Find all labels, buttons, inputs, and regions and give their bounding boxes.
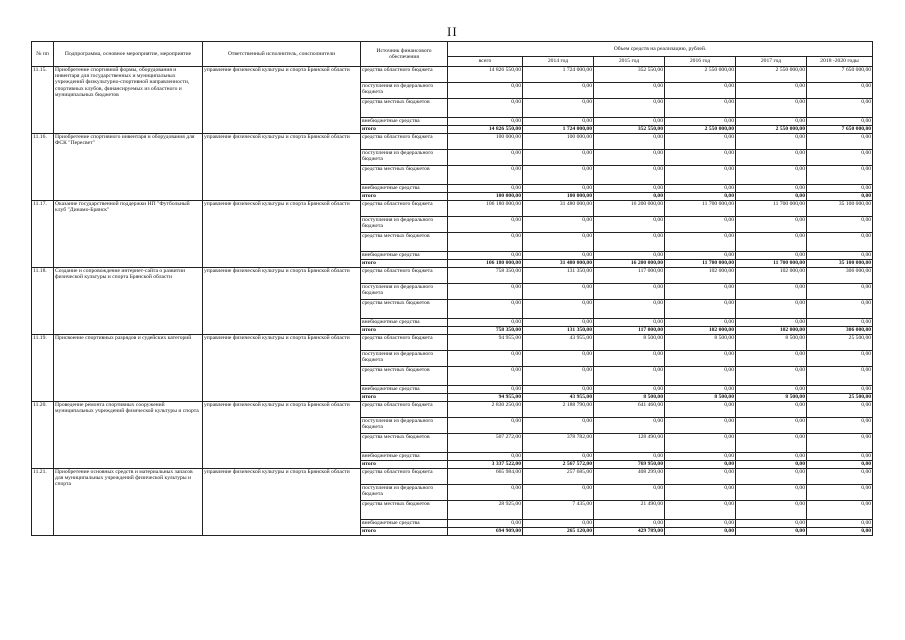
- amount-cell: 0,00: [594, 83, 665, 99]
- amount-cell: 665 984,00: [448, 469, 523, 485]
- funding-source: внебюджетные средства: [361, 453, 448, 461]
- amount-cell: 0,00: [523, 150, 594, 166]
- amount-cell: 8 500,00: [594, 394, 665, 402]
- executor: управление физической культуры и спорта Брянской области: [203, 201, 361, 268]
- amount-cell: 0,00: [807, 150, 873, 166]
- amount-cell: 408 299,00: [594, 469, 665, 485]
- amount-cell: 0,00: [448, 520, 523, 528]
- funding-source: средства областного бюджета: [361, 268, 448, 284]
- amount-cell: 8 500,00: [736, 394, 807, 402]
- funding-source: средства областного бюджета: [361, 134, 448, 150]
- amount-cell: 1 724 000,00: [523, 126, 594, 134]
- amount-cell: 102 000,00: [665, 327, 736, 335]
- amount-cell: 0,00: [807, 83, 873, 99]
- funding-source: поступления из федерального бюджета: [361, 418, 448, 434]
- amount-cell: 94 955,00: [448, 394, 523, 402]
- row-number: 11.20.: [32, 402, 54, 469]
- amount-cell: 0,00: [448, 418, 523, 434]
- header-year-2015: 2015 год: [594, 57, 665, 67]
- amount-cell: 0,00: [736, 99, 807, 118]
- measure-name: Создание и сопровождение интернет-сайта о развитии физической культуры и спорта Брянской области: [54, 268, 203, 335]
- funding-source: внебюджетные средства: [361, 386, 448, 394]
- amount-cell: 0,00: [523, 166, 594, 185]
- amount-cell: 0,00: [807, 134, 873, 150]
- amount-cell: 0,00: [523, 520, 594, 528]
- amount-cell: 0,00: [594, 217, 665, 233]
- row-number: 11.18.: [32, 268, 54, 335]
- funding-source: поступления из федерального бюджета: [361, 485, 448, 501]
- amount-cell: 0,00: [665, 193, 736, 201]
- header-year-2016: 2016 год: [665, 57, 736, 67]
- amount-cell: 0,00: [665, 402, 736, 418]
- amount-cell: 0,00: [665, 528, 736, 536]
- funding-source: средства областного бюджета: [361, 335, 448, 351]
- funding-source: итого: [361, 461, 448, 469]
- amount-cell: 0,00: [594, 418, 665, 434]
- amount-cell: 0,00: [807, 367, 873, 386]
- funding-source: внебюджетные средства: [361, 520, 448, 528]
- amount-cell: 0,00: [665, 166, 736, 185]
- measure-name: Приобретение основных средств и материальных запасов для муниципальных учреждений физической культуры и спорта: [54, 469, 203, 536]
- amount-cell: 7 435,00: [523, 501, 594, 520]
- amount-cell: 131 350,00: [523, 268, 594, 284]
- amount-cell: 0,00: [736, 351, 807, 367]
- executor: управление физической культуры и спорта Брянской области: [203, 335, 361, 402]
- header-source: Источник финансового обеспечения: [361, 42, 448, 67]
- funding-source: итого: [361, 327, 448, 335]
- amount-cell: 16 200 000,00: [594, 201, 665, 217]
- amount-cell: 100 000,00: [448, 134, 523, 150]
- table-row: [32, 67, 873, 83]
- executor: управление физической культуры и спорта Брянской области: [203, 134, 361, 201]
- amount-cell: 0,00: [594, 453, 665, 461]
- amount-cell: 0,00: [594, 300, 665, 319]
- funding-source: поступления из федерального бюджета: [361, 284, 448, 300]
- amount-cell: 0,00: [807, 501, 873, 520]
- amount-cell: 0,00: [665, 367, 736, 386]
- amount-cell: 0,00: [523, 233, 594, 252]
- amount-cell: 0,00: [807, 386, 873, 394]
- amount-cell: 100 000,00: [523, 134, 594, 150]
- amount-cell: 507 272,00: [448, 434, 523, 453]
- amount-cell: 0,00: [736, 453, 807, 461]
- amount-cell: 14 826 550,00: [448, 67, 523, 83]
- amount-cell: 352 550,00: [594, 67, 665, 83]
- amount-cell: 0,00: [523, 485, 594, 501]
- amount-cell: 0,00: [665, 485, 736, 501]
- amount-cell: 0,00: [736, 469, 807, 485]
- amount-cell: 352 550,00: [594, 126, 665, 134]
- amount-cell: 0,00: [807, 469, 873, 485]
- amount-cell: 0,00: [736, 118, 807, 126]
- amount-cell: 11 700 000,00: [736, 201, 807, 217]
- amount-cell: 43 955,00: [523, 394, 594, 402]
- amount-cell: 0,00: [736, 150, 807, 166]
- amount-cell: 0,00: [594, 150, 665, 166]
- amount-cell: 0,00: [448, 233, 523, 252]
- table-row: [32, 335, 873, 351]
- amount-cell: 0,00: [807, 351, 873, 367]
- measure-name: Оказание государственной поддержки НП "Футбольный клуб "Динамо-Брянск": [54, 201, 203, 268]
- amount-cell: 2 550 000,00: [665, 67, 736, 83]
- amount-cell: 0,00: [594, 193, 665, 201]
- amount-cell: 0,00: [736, 217, 807, 233]
- header-year-2014: 2014 год: [523, 57, 594, 67]
- amount-cell: 0,00: [665, 453, 736, 461]
- amount-cell: 2 550 000,00: [736, 67, 807, 83]
- header-year-total: всего: [448, 57, 523, 67]
- amount-cell: 0,00: [736, 461, 807, 469]
- amount-cell: 0,00: [665, 418, 736, 434]
- header-program: Подпрограмма, основное мероприятие, мероприятие: [54, 42, 203, 67]
- amount-cell: 0,00: [594, 367, 665, 386]
- amount-cell: 257 685,00: [523, 469, 594, 485]
- amount-cell: 0,00: [594, 185, 665, 193]
- page-number: II: [447, 24, 458, 39]
- funding-source: внебюджетные средства: [361, 319, 448, 327]
- amount-cell: 758 350,00: [448, 327, 523, 335]
- amount-cell: 0,00: [448, 300, 523, 319]
- amount-cell: 0,00: [448, 453, 523, 461]
- amount-cell: 1 724 000,00: [523, 67, 594, 83]
- funding-source: средства областного бюджета: [361, 201, 448, 217]
- amount-cell: 0,00: [736, 185, 807, 193]
- amount-cell: 102 000,00: [736, 327, 807, 335]
- table-body: [32, 67, 873, 536]
- funding-source: внебюджетные средства: [361, 185, 448, 193]
- amount-cell: 0,00: [665, 284, 736, 300]
- amount-cell: 0,00: [594, 134, 665, 150]
- amount-cell: 0,00: [665, 501, 736, 520]
- amount-cell: 117 000,00: [594, 268, 665, 284]
- amount-cell: 0,00: [807, 193, 873, 201]
- amount-cell: 7 650 000,00: [807, 67, 873, 83]
- amount-cell: 0,00: [807, 118, 873, 126]
- amount-cell: 0,00: [448, 284, 523, 300]
- funding-source: итого: [361, 193, 448, 201]
- amount-cell: 0,00: [807, 185, 873, 193]
- amount-cell: 0,00: [448, 351, 523, 367]
- amount-cell: 16 200 000,00: [594, 260, 665, 268]
- amount-cell: 0,00: [665, 99, 736, 118]
- funding-source: внебюджетные средства: [361, 252, 448, 260]
- amount-cell: 0,00: [448, 319, 523, 327]
- amount-cell: 0,00: [665, 185, 736, 193]
- amount-cell: 0,00: [736, 233, 807, 252]
- amount-cell: 8 500,00: [594, 335, 665, 351]
- table-row: [32, 402, 873, 418]
- amount-cell: 0,00: [736, 386, 807, 394]
- amount-cell: 94 955,00: [448, 335, 523, 351]
- amount-cell: 0,00: [736, 252, 807, 260]
- amount-cell: 106 180 000,00: [448, 201, 523, 217]
- amount-cell: 2 550 000,00: [665, 126, 736, 134]
- amount-cell: 0,00: [523, 217, 594, 233]
- amount-cell: 0,00: [665, 319, 736, 327]
- amount-cell: 0,00: [736, 501, 807, 520]
- funding-source: средства местных бюджетов: [361, 434, 448, 453]
- budget-table: [31, 41, 873, 536]
- funding-source: поступления из федерального бюджета: [361, 83, 448, 99]
- header-year-2018-2020: 2018 -2020 годы: [807, 57, 873, 67]
- amount-cell: 0,00: [448, 83, 523, 99]
- amount-cell: 0,00: [736, 367, 807, 386]
- amount-cell: 0,00: [523, 118, 594, 126]
- amount-cell: 128 490,00: [594, 434, 665, 453]
- amount-cell: 0,00: [523, 83, 594, 99]
- amount-cell: 14 826 550,00: [448, 126, 523, 134]
- amount-cell: 0,00: [523, 367, 594, 386]
- amount-cell: 0,00: [665, 386, 736, 394]
- amount-cell: 0,00: [523, 284, 594, 300]
- amount-cell: 0,00: [736, 300, 807, 319]
- measure-name: Приобретение спортивной формы, оборудования и инвентаря для государственных и муниципальных учреждений физкультурно-спортивной направленности, спортивных клубов, финансируемых из областного и муниципальных бюджетов: [54, 67, 203, 134]
- funding-source: внебюджетные средства: [361, 118, 448, 126]
- header-num: № пп: [32, 42, 54, 67]
- row-number: 11.16.: [32, 134, 54, 201]
- table-row: [32, 469, 873, 485]
- amount-cell: 0,00: [665, 134, 736, 150]
- amount-cell: 0,00: [448, 485, 523, 501]
- amount-cell: 8 500,00: [665, 394, 736, 402]
- amount-cell: 0,00: [594, 233, 665, 252]
- amount-cell: 0,00: [665, 434, 736, 453]
- amount-cell: 0,00: [736, 166, 807, 185]
- measure-name: Присвоение спортивных разрядов и судейских категорий: [54, 335, 203, 402]
- table-row: [32, 134, 873, 150]
- amount-cell: 35 100 000,00: [807, 260, 873, 268]
- amount-cell: 0,00: [523, 453, 594, 461]
- amount-cell: 0,00: [594, 485, 665, 501]
- amount-cell: 43 955,00: [523, 335, 594, 351]
- amount-cell: 0,00: [594, 166, 665, 185]
- amount-cell: 0,00: [594, 520, 665, 528]
- funding-source: средства местных бюджетов: [361, 501, 448, 520]
- amount-cell: 0,00: [665, 461, 736, 469]
- amount-cell: 35 100 000,00: [807, 201, 873, 217]
- amount-cell: 2 830 250,00: [448, 402, 523, 418]
- amount-cell: 0,00: [665, 351, 736, 367]
- amount-cell: 0,00: [523, 386, 594, 394]
- amount-cell: 0,00: [807, 300, 873, 319]
- amount-cell: 0,00: [448, 252, 523, 260]
- funding-source: средства местных бюджетов: [361, 300, 448, 319]
- amount-cell: 0,00: [807, 520, 873, 528]
- amount-cell: 8 500,00: [736, 335, 807, 351]
- funding-source: поступления из федерального бюджета: [361, 150, 448, 166]
- amount-cell: 25 500,00: [807, 335, 873, 351]
- amount-cell: 0,00: [523, 252, 594, 260]
- amount-cell: 758 350,00: [448, 268, 523, 284]
- amount-cell: 2 567 572,00: [523, 461, 594, 469]
- amount-cell: 0,00: [448, 386, 523, 394]
- amount-cell: 0,00: [807, 434, 873, 453]
- amount-cell: 0,00: [807, 402, 873, 418]
- executor: управление физической культуры и спорта Брянской области: [203, 402, 361, 469]
- amount-cell: 0,00: [448, 185, 523, 193]
- amount-cell: 0,00: [807, 485, 873, 501]
- amount-cell: 0,00: [665, 520, 736, 528]
- amount-cell: 0,00: [594, 99, 665, 118]
- amount-cell: 0,00: [594, 351, 665, 367]
- amount-cell: 378 782,00: [523, 434, 594, 453]
- funding-source: итого: [361, 126, 448, 134]
- amount-cell: 3 337 522,00: [448, 461, 523, 469]
- amount-cell: 25 500,00: [807, 394, 873, 402]
- table-row: [32, 268, 873, 284]
- amount-cell: 21 490,00: [594, 501, 665, 520]
- funding-source: средства местных бюджетов: [361, 233, 448, 252]
- row-number: 11.19.: [32, 335, 54, 402]
- funding-source: итого: [361, 528, 448, 536]
- amount-cell: 2 550 000,00: [736, 126, 807, 134]
- amount-cell: 8 500,00: [665, 335, 736, 351]
- funding-source: средства областного бюджета: [361, 469, 448, 485]
- amount-cell: 0,00: [736, 193, 807, 201]
- funding-source: итого: [361, 260, 448, 268]
- amount-cell: 106 180 000,00: [448, 260, 523, 268]
- funding-source: средства местных бюджетов: [361, 367, 448, 386]
- amount-cell: 0,00: [807, 217, 873, 233]
- amount-cell: 28 925,00: [448, 501, 523, 520]
- amount-cell: 0,00: [736, 83, 807, 99]
- amount-cell: 306 000,00: [807, 327, 873, 335]
- amount-cell: 265 120,00: [523, 528, 594, 536]
- amount-cell: 0,00: [448, 217, 523, 233]
- amount-cell: 0,00: [665, 233, 736, 252]
- funding-source: средства областного бюджета: [361, 402, 448, 418]
- amount-cell: 0,00: [736, 319, 807, 327]
- amount-cell: 11 700 000,00: [665, 260, 736, 268]
- funding-source: поступления из федерального бюджета: [361, 351, 448, 367]
- amount-cell: 0,00: [448, 150, 523, 166]
- amount-cell: 0,00: [594, 319, 665, 327]
- amount-cell: 0,00: [523, 99, 594, 118]
- amount-cell: 31 480 000,00: [523, 260, 594, 268]
- amount-cell: 0,00: [665, 300, 736, 319]
- amount-cell: 0,00: [594, 252, 665, 260]
- amount-cell: 0,00: [807, 319, 873, 327]
- executor: управление физической культуры и спорта Брянской области: [203, 469, 361, 536]
- measure-name: Проведение ремонта спортивных сооружений муниципальных учреждений физической культуры и спорта: [54, 402, 203, 469]
- amount-cell: 0,00: [807, 166, 873, 185]
- amount-cell: 0,00: [448, 166, 523, 185]
- amount-cell: 0,00: [523, 300, 594, 319]
- funding-source: средства местных бюджетов: [361, 99, 448, 118]
- amount-cell: 0,00: [594, 118, 665, 126]
- amount-cell: 641 460,00: [594, 402, 665, 418]
- amount-cell: 0,00: [807, 284, 873, 300]
- funding-source: итого: [361, 394, 448, 402]
- amount-cell: 0,00: [523, 319, 594, 327]
- amount-cell: 7 650 000,00: [807, 126, 873, 134]
- executor: управление физической культуры и спорта Брянской области: [203, 67, 361, 134]
- table-row: [32, 201, 873, 217]
- funding-source: поступления из федерального бюджета: [361, 217, 448, 233]
- row-number: 11.17.: [32, 201, 54, 268]
- amount-cell: 0,00: [594, 386, 665, 394]
- amount-cell: 0,00: [665, 217, 736, 233]
- amount-cell: 0,00: [807, 252, 873, 260]
- amount-cell: 102 000,00: [736, 268, 807, 284]
- header-year-2017: 2017 год: [736, 57, 807, 67]
- amount-cell: 11 700 000,00: [665, 201, 736, 217]
- header-volume: Объем средств на реализацию, рублей.: [448, 42, 873, 57]
- amount-cell: 0,00: [594, 284, 665, 300]
- amount-cell: 100 000,00: [523, 193, 594, 201]
- funding-source: средства областного бюджета: [361, 67, 448, 83]
- amount-cell: 0,00: [665, 118, 736, 126]
- amount-cell: 694 909,00: [448, 528, 523, 536]
- amount-cell: 117 000,00: [594, 327, 665, 335]
- amount-cell: 2 188 790,00: [523, 402, 594, 418]
- measure-name: Приобретение спортивного инвентаря и оборудования для ФСК "Пересвет": [54, 134, 203, 201]
- amount-cell: 31 480 000,00: [523, 201, 594, 217]
- executor: управление физической культуры и спорта Брянской области: [203, 268, 361, 335]
- amount-cell: 429 789,00: [594, 528, 665, 536]
- amount-cell: 131 350,00: [523, 327, 594, 335]
- row-number: 11.21.: [32, 469, 54, 536]
- amount-cell: 0,00: [807, 418, 873, 434]
- amount-cell: 306 000,00: [807, 268, 873, 284]
- amount-cell: 0,00: [523, 351, 594, 367]
- amount-cell: 0,00: [736, 528, 807, 536]
- amount-cell: 0,00: [665, 83, 736, 99]
- amount-cell: 0,00: [736, 284, 807, 300]
- amount-cell: 0,00: [523, 185, 594, 193]
- amount-cell: 0,00: [736, 520, 807, 528]
- amount-cell: 102 000,00: [665, 268, 736, 284]
- amount-cell: 0,00: [736, 485, 807, 501]
- amount-cell: 11 700 000,00: [736, 260, 807, 268]
- amount-cell: 0,00: [736, 418, 807, 434]
- amount-cell: 0,00: [665, 150, 736, 166]
- amount-cell: 0,00: [448, 118, 523, 126]
- amount-cell: 0,00: [523, 418, 594, 434]
- amount-cell: 0,00: [736, 402, 807, 418]
- amount-cell: 100 000,00: [448, 193, 523, 201]
- amount-cell: 0,00: [807, 528, 873, 536]
- amount-cell: 0,00: [736, 434, 807, 453]
- amount-cell: 0,00: [448, 367, 523, 386]
- amount-cell: 0,00: [807, 453, 873, 461]
- header-executor: Ответственный исполнитель, соисполнители: [203, 42, 361, 67]
- amount-cell: 0,00: [448, 99, 523, 118]
- amount-cell: 0,00: [807, 99, 873, 118]
- amount-cell: 0,00: [807, 461, 873, 469]
- amount-cell: 0,00: [665, 252, 736, 260]
- amount-cell: 0,00: [665, 469, 736, 485]
- amount-cell: 769 950,00: [594, 461, 665, 469]
- funding-source: средства местных бюджетов: [361, 166, 448, 185]
- row-number: 11.15.: [32, 67, 54, 134]
- header-row-1: [32, 42, 873, 57]
- amount-cell: 0,00: [736, 134, 807, 150]
- amount-cell: 0,00: [807, 233, 873, 252]
